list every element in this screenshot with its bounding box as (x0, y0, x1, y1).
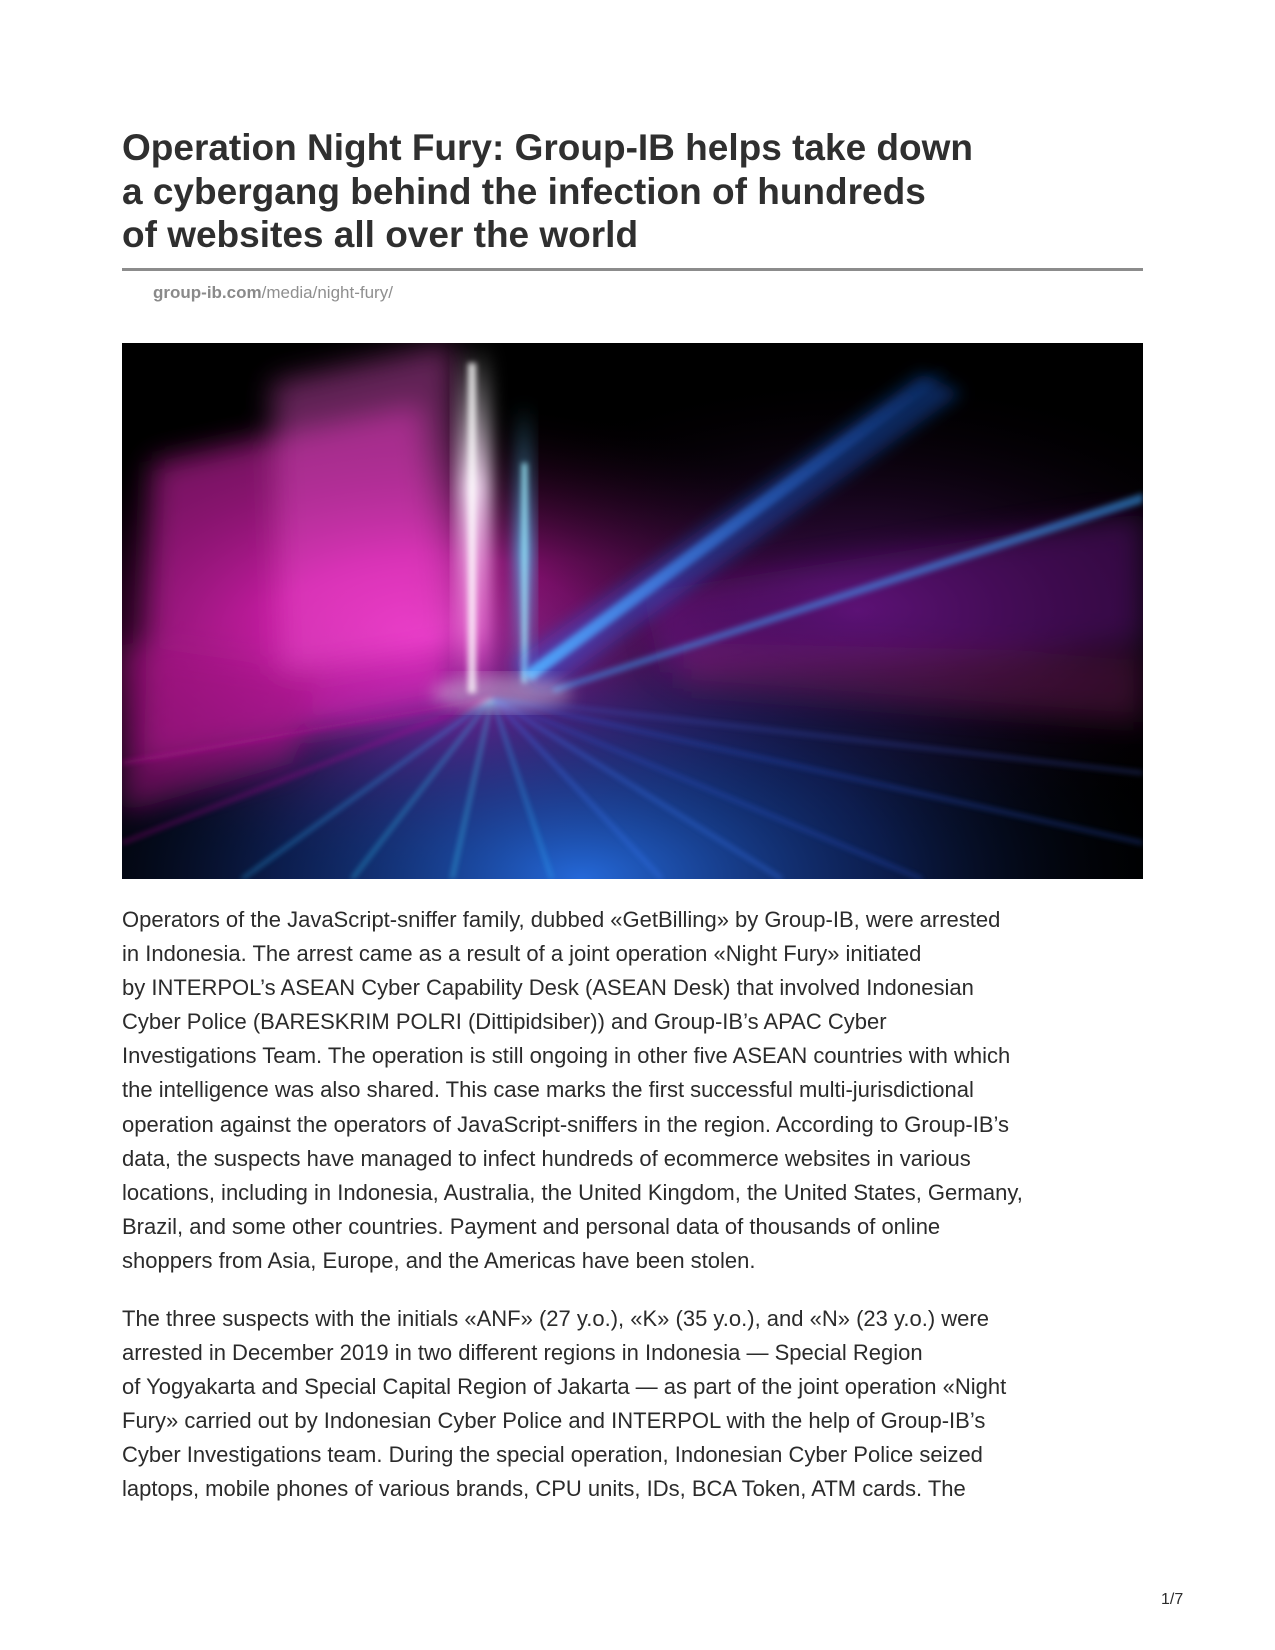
text-line: locations, including in Indonesia, Australia, the United Kingdom, the United States, Germany, (122, 1179, 1023, 1205)
title-line: Operation Night Fury: Group-IB helps take down (122, 127, 974, 168)
source-url[interactable] (153, 282, 393, 304)
title-line: a cybergang behind the infection of hundreds (122, 170, 926, 212)
text-line: laptops, mobile phones of various brands, CPU units, IDs, BCA Token, ATM cards. The (122, 1476, 966, 1502)
text-line: operation against the operators of JavaScript-sniffers in the region. According to Group-IB’s (122, 1111, 1010, 1137)
text-line: Cyber Police (BARESKRIM POLRI (Dittipidsiber)) and Group-IB’s APAC Cyber (122, 1009, 887, 1035)
text-line: data, the suspects have managed to infect hundreds of ecommerce websites in various (122, 1145, 971, 1171)
text-line: Investigations Team. The operation is still ongoing in other five ASEAN countries with which (122, 1043, 1011, 1069)
body-paragraph (122, 1302, 1152, 1507)
text-line: in Indonesia. The arrest came as a result of a joint operation «Night Fury» initiated (122, 941, 922, 967)
text-line: Operators of the JavaScript-sniffer family, dubbed «GetBilling» by Group-IB, were arrested (122, 907, 1001, 932)
text-line: Brazil, and some other countries. Payment and personal data of thousands of online (122, 1213, 941, 1239)
source-path[interactable]: /media/night-fury/ (261, 283, 393, 302)
text-line: the intelligence was also shared. This case marks the first successful multi-jurisdictional (122, 1077, 974, 1103)
text-line: by INTERPOL’s ASEAN Cyber Capability Desk (ASEAN Desk) that involved Indonesian (122, 975, 974, 1001)
source-domain[interactable]: group-ib.com (153, 283, 262, 302)
text-line: Cyber Investigations team. During the special operation, Indonesian Cyber Police seized (122, 1442, 983, 1468)
text-line: of Yogyakarta and Special Capital Region of Jakarta — as part of the joint operation «Night (122, 1374, 1007, 1400)
title-line: of websites all over the world (122, 214, 639, 255)
article-title (122, 126, 1122, 257)
body-paragraph (122, 903, 1152, 1278)
page-number: 1/7 (1161, 1591, 1184, 1608)
hero-image (122, 343, 1143, 879)
text-line: The three suspects with the initials «ANF» (27 y.o.), «K» (35 y.o.), and «N» (23 y.o.) were (122, 1306, 989, 1331)
text-line: shoppers from Asia, Europe, and the Americas have been stolen. (122, 1247, 756, 1273)
text-line: Fury» carried out by Indonesian Cyber Police and INTERPOL with the help of Group-IB’s (122, 1408, 986, 1434)
text-line: arrested in December 2019 in two different regions in Indonesia — Special Region (122, 1340, 923, 1366)
light-tunnel-illustration (122, 343, 1143, 879)
title-divider (122, 268, 1143, 271)
